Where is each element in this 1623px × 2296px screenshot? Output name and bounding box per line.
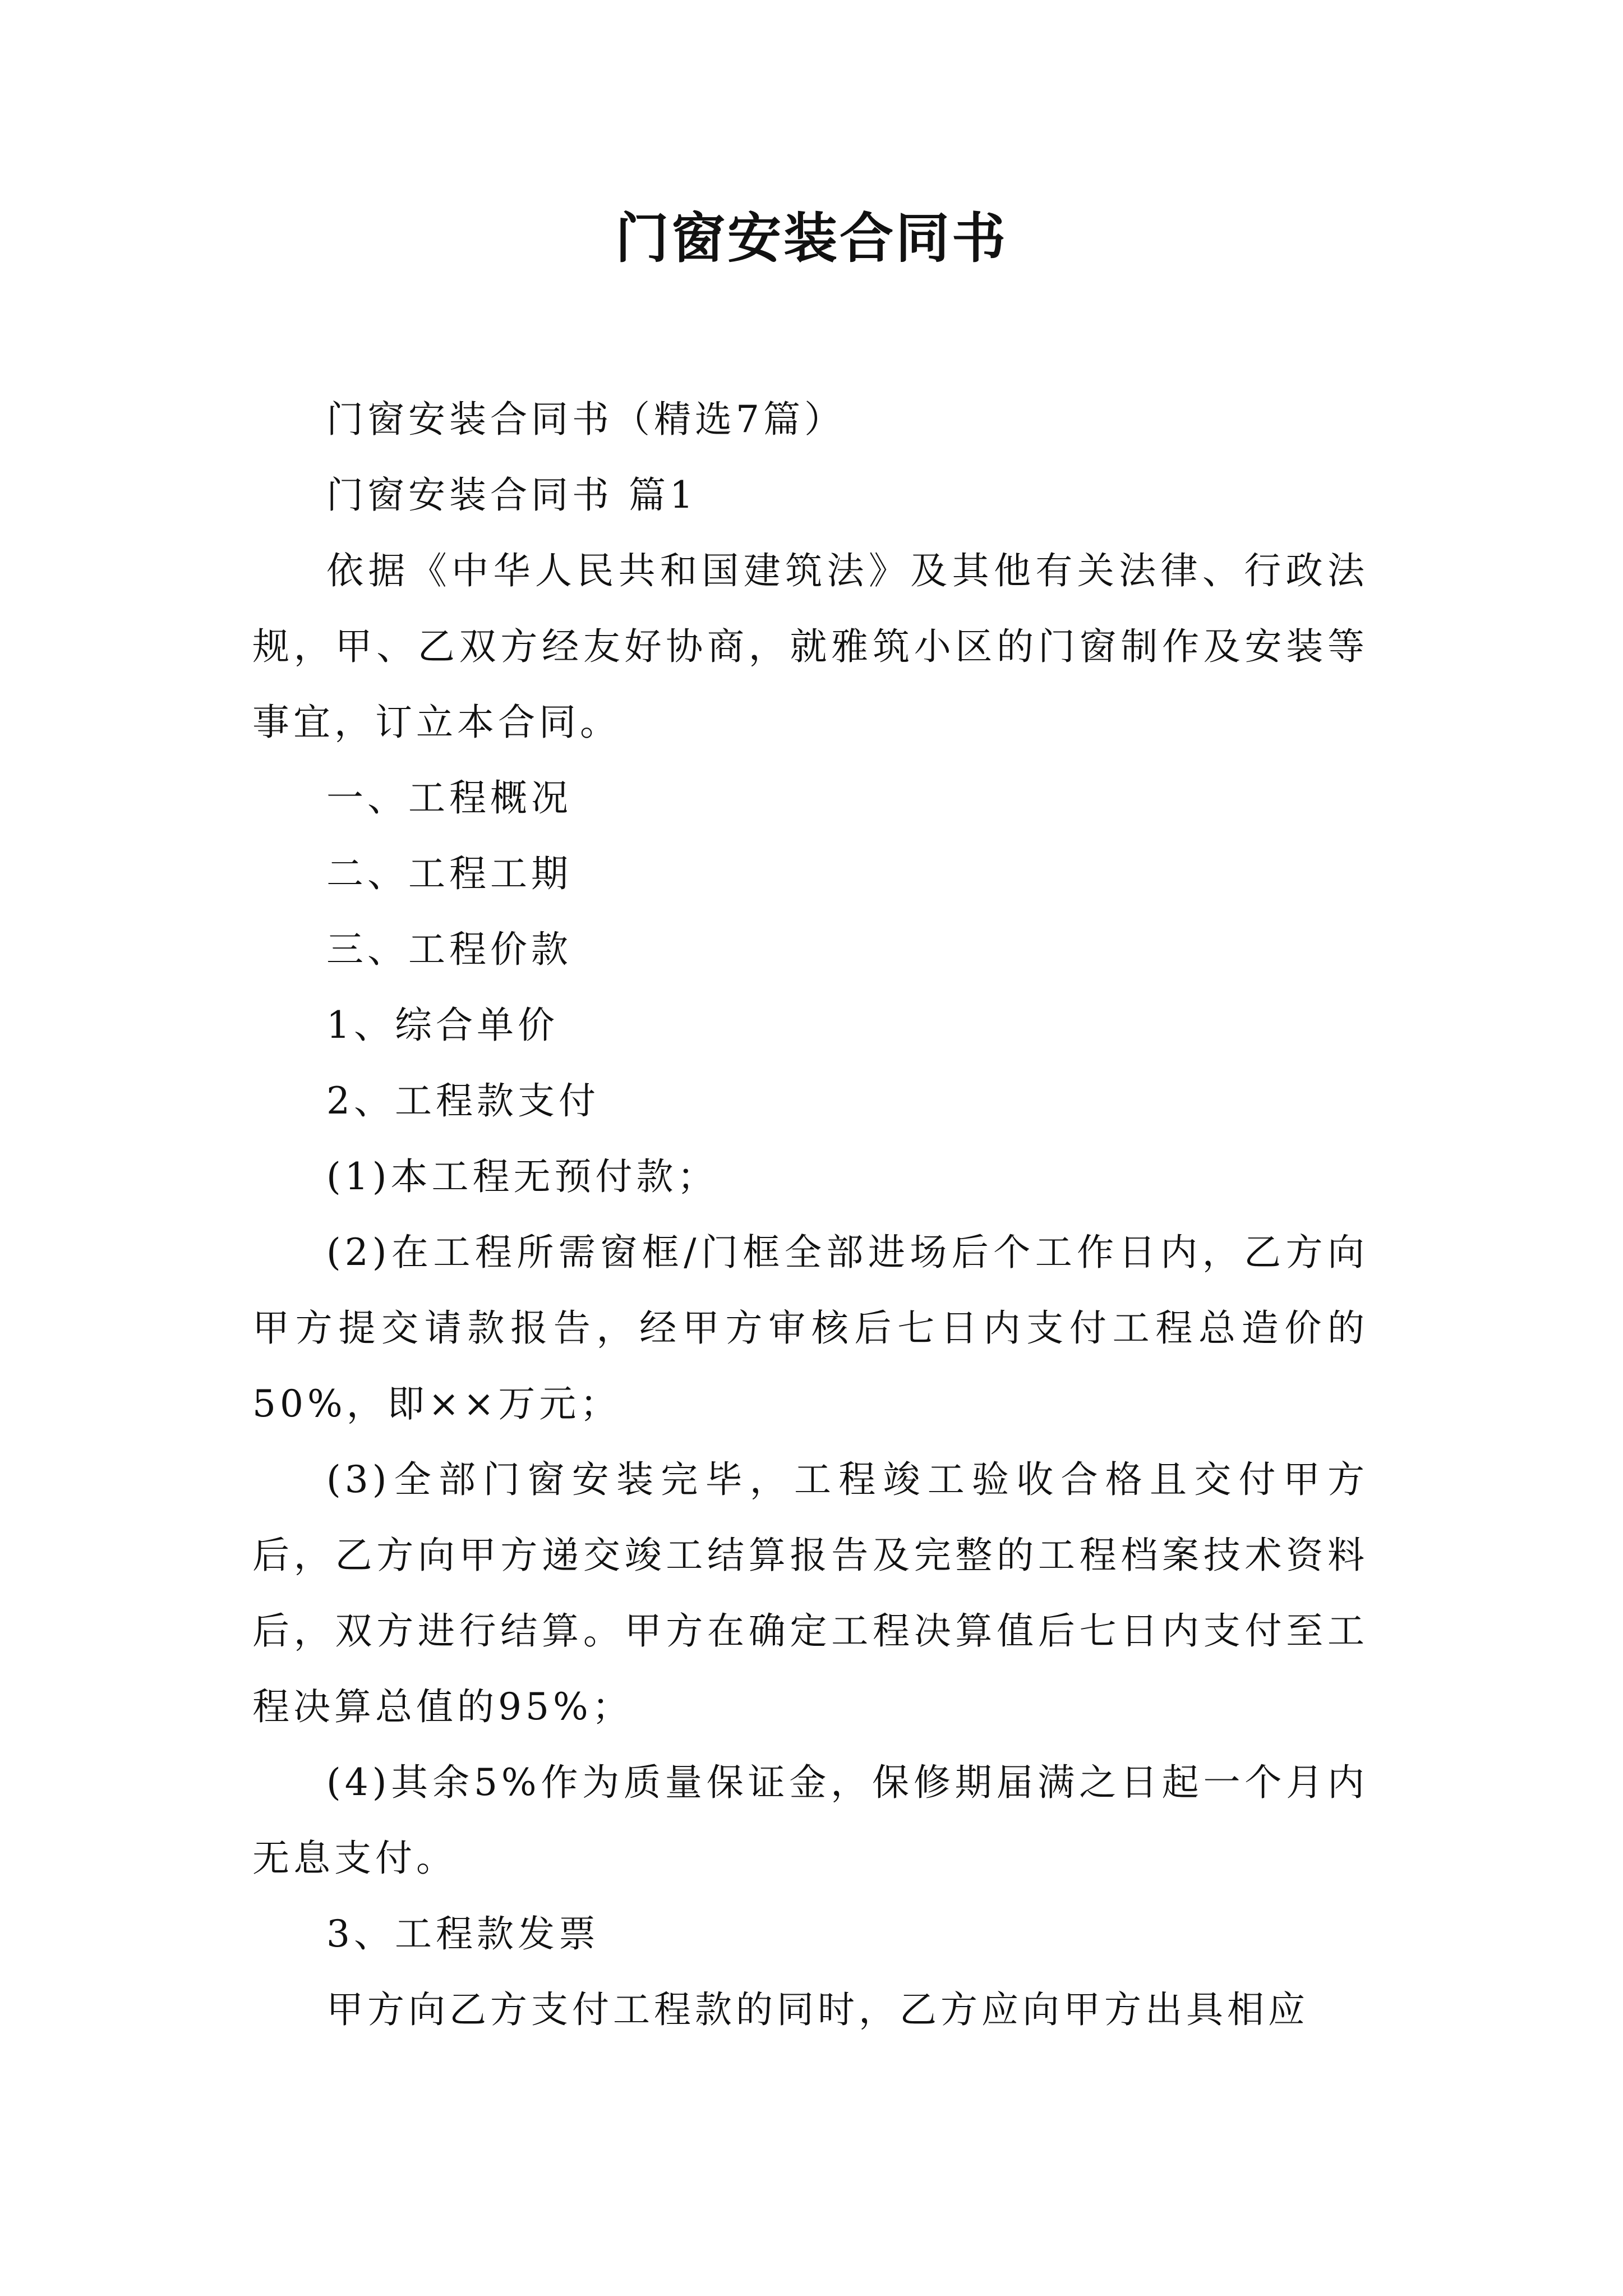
- paragraph: 甲方向乙方支付工程款的同时，乙方应向甲方出具相应: [326, 1988, 1309, 2031]
- paragraph: (2)在工程所需窗框/门框全部进场后个工作日内，乙方向甲方提交请款报告，经甲方审核后七日内支付工程总造价的50%，即××万元；: [252, 1231, 1368, 1425]
- paragraph: 3、工程款发票: [326, 1912, 600, 1955]
- paragraph: 门窗安装合同书 篇1: [326, 473, 697, 517]
- document-body: [252, 381, 1368, 2047]
- paragraph: (3)全部门窗安装完毕，工程竣工验收合格且交付甲方后，乙方向甲方递交竣工结算报告及完整的工程档案技术资料后，双方进行结算。甲方在确定工程决算值后七日内支付至工程决算总值的95%；: [252, 1458, 1368, 1728]
- paragraph: 二、工程工期: [326, 852, 572, 895]
- document-title: 门窗安装合同书: [615, 206, 1008, 270]
- paragraph: 1、综合单价: [326, 1004, 559, 1047]
- paragraph: 三、工程价款: [326, 928, 572, 971]
- paragraph: 门窗安装合同书（精选7篇）: [326, 398, 845, 441]
- paragraph: (4)其余5%作为质量保证金，保修期届满之日起一个月内无息支付。: [252, 1761, 1368, 1880]
- paragraph: (1)本工程无预付款；: [326, 1155, 718, 1198]
- paragraph: 2、工程款支付: [326, 1079, 600, 1122]
- paragraph: 一、工程概况: [326, 776, 572, 820]
- paragraph: 依据《中华人民共和国建筑法》及其他有关法律、行政法规，甲、乙双方经友好协商，就雅筑小区的门窗制作及安装等事宜，订立本合同。: [252, 549, 1368, 744]
